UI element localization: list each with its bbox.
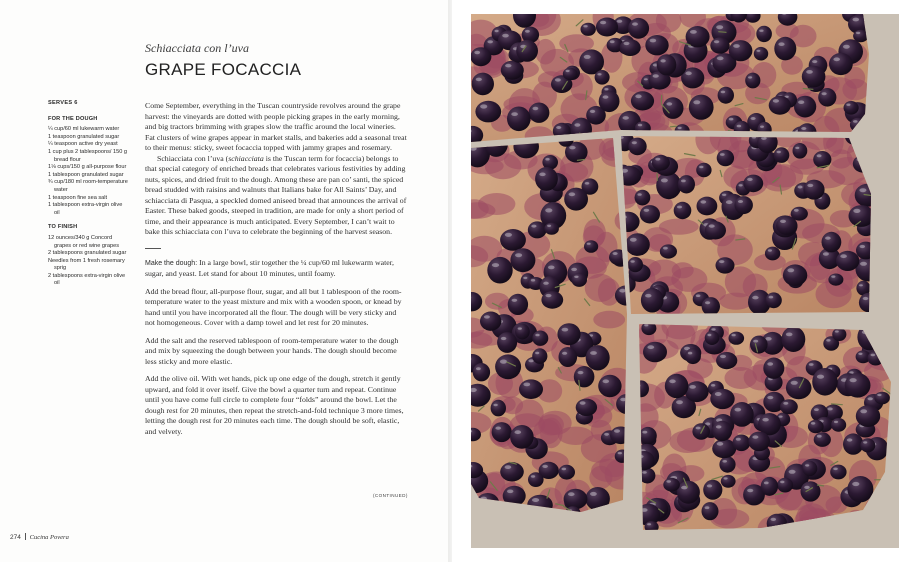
ingredient-item: 1 teaspoon granulated sugar [48, 133, 120, 140]
ingredient-item: ¾ cup/180 ml room-temperature water [48, 179, 128, 193]
method-step: Add the bread flour, all-purpose flour, sugar, and all but 1 tablespoon of the room-temperature water to the yeast mixture and mix with a wooden spoon, or knead by hand until you have incorporated all the flour. The dough will be very sticky and not homogeneous. Cover with a damp towel and let rest for 20 minutes. [145, 286, 402, 327]
page-footer [10, 533, 69, 541]
ingredient-item: 1⅛ cups/150 g all-purpose flour [48, 164, 127, 171]
ingredient-item: 1 tablespoon granulated sugar [48, 171, 124, 178]
serves-label: SERVES 6 [48, 100, 78, 106]
grape-focaccia-photo [471, 14, 899, 548]
to-finish-heading: TO FINISH [48, 224, 78, 231]
continued-label: (CONTINUED) [373, 493, 408, 498]
italic-term: schiacciata [228, 153, 264, 163]
intro-paragraph-2 [145, 154, 407, 238]
intro-text: Schiacciata con l’uva ( [157, 153, 229, 163]
step-label: Make the dough: [145, 259, 198, 267]
ingredient-item: 1 tablespoon extra-virgin olive oil [48, 202, 123, 216]
right-page [452, 0, 900, 562]
recipe-body [145, 101, 407, 444]
method-step: Add the salt and the reserved tablespoon of room-temperature water to the dough and mix by squeezing the dough between your hands. The dough should become less sticky and more elastic. [145, 335, 399, 366]
footer-divider [25, 533, 26, 540]
ingredient-item: 1 cup plus 2 tablespoons/ 150 g bread flour [48, 148, 127, 163]
method-step: Add the olive oil. With wet hands, pick up one edge of the dough, stretch it gently upward, and fold it over itself. Give the bowl a quarter turn and repeat. Continue until you have come full circle to complete four “folds” around the bowl. Let the dough rest for 20 minutes, then repeat the stretch-and-fold technique 3 more times, letting the dough rest for 20 minutes each time. The dough should be soft, elastic, and velvety. [145, 374, 404, 436]
intro-text: is the Tuscan term for focaccia) belongs to that special category of enriched breads that celebrates various festivities by adding nuts, spices, and dried fruit to the dough. Among these are pan co’ santi, the spiced bread studded with raisins and walnuts that Italians bake for All Saints’ Day, and schiacciata di Pasqua, a speckled domed aniseed bread that announces the arrival of Easter. These baked goods, steeped in tradition, are made for only a short period of time, and their appearance is much anticipated. Every September, I can’t wait to bake this schiacciata con l’uva to celebrate the beginning of the harvest season. [145, 153, 407, 236]
ingredient-item: 2 tablespoons extra-virgin olive oil [48, 272, 126, 287]
step-text: In a large bowl, stir together the ¼ cup/60 ml lukewarm water, sugar, and yeast. Let stand for about 10 minutes, until foamy. [145, 257, 394, 278]
ingredient-item: 1 teaspoon fine sea salt [48, 194, 108, 201]
recipe-subtitle: Schiacciata con l’uva [145, 41, 249, 55]
ingredient-item: 2 tablespoons granulated sugar [48, 250, 127, 257]
ingredient-item: ¼ teaspoon active dry yeast [48, 141, 118, 148]
book-title: Cucina Povera [29, 534, 69, 541]
focaccia-illustration [471, 14, 899, 548]
ingredient-item: ¼ cup/60 ml lukewarm water [48, 126, 120, 133]
for-the-dough-heading: FOR THE DOUGH [48, 115, 98, 122]
ingredients-sidebar [48, 100, 128, 288]
method-step [145, 258, 407, 280]
intro-paragraph: Come September, everything in the Tuscan countryside revolves around the grape harvest: the vineyards are dotted with people picking grapes in the early morning, and big tractors brimming with grapes slow the traffic around the local wineries. Fat clusters of wine grapes appear in market stalls, and bakeries add a seasonal treat to their menus: sticky, sweet focaccia topped with jammy grapes and rosemary. [145, 101, 407, 152]
ingredient-item: 12 ounces/340 g Concord grapes or red wine grapes [48, 234, 119, 249]
recipe-title: GRAPE FOCACCIA [145, 60, 302, 79]
page-number: 274 [10, 534, 21, 541]
section-divider [145, 248, 161, 249]
ingredient-item: Needles from 1 fresh rosemary sprig [48, 257, 125, 272]
